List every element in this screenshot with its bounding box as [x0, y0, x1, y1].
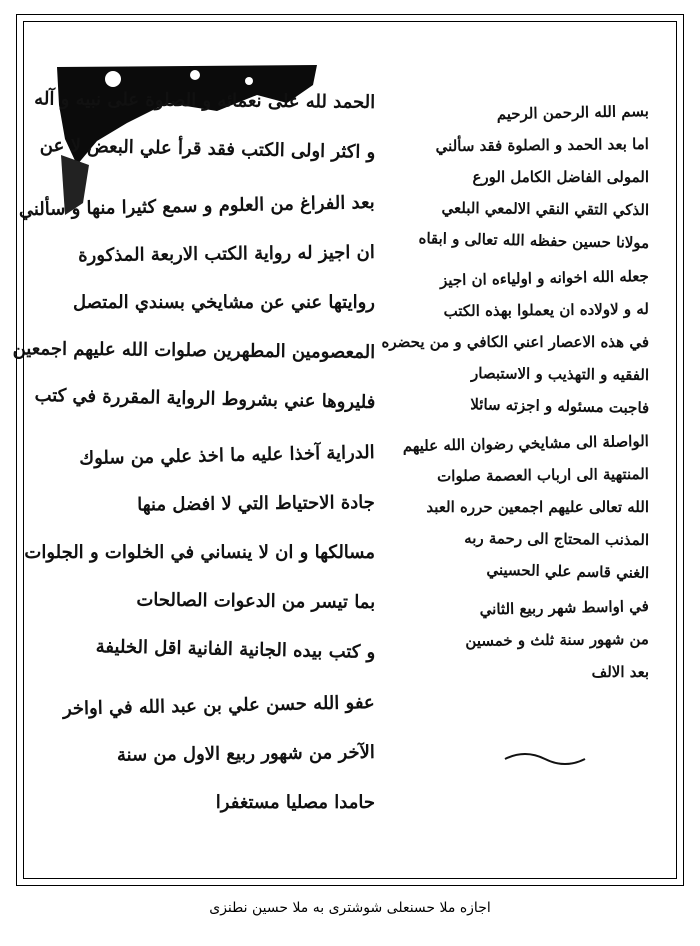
manuscript-line: اما بعد الحمد و الصلوة فقد سألني — [435, 135, 650, 156]
manuscript-line: في هذه الاعصار اعني الكافي و من يحضره — [381, 333, 649, 351]
manuscript-line: المذنب المحتاج الى رحمة ربه — [464, 529, 650, 549]
manuscript-line: مولانا حسين حفظه الله تعالى و ابقاه — [418, 229, 650, 252]
manuscript-line: الفقيه و التهذيب و الاستبصار — [471, 364, 650, 384]
manuscript-line: و كتب بيده الجانية الفانية اقل الخليفة — [95, 636, 376, 664]
manuscript-line: عفو الله حسن علي بن عبد الله في اواخر — [62, 692, 375, 720]
manuscript-line: مسالكها و ان لا ينساني في الخلوات و الجلوات — [24, 542, 375, 563]
figure-caption: اجازه ملا حسنعلی شوشتری به ملا حسین نطنزی — [209, 900, 491, 916]
manuscript-line: بسم الله الرحمن الرحيم — [496, 102, 650, 124]
manuscript-page — [12, 14, 684, 886]
manuscript-line: و اكثر اولى الكتب فقد قرأ علي البعض لا عن — [39, 134, 376, 164]
manuscript-line: بعد الفراغ من العلوم و سمع كثيرا منها و سألني — [18, 192, 375, 221]
manuscript-line: الحمد لله على نعمائه و الصلوة على نبيه و آله — [34, 88, 376, 114]
manuscript-line: من شهور سنة ثلث و خمسين — [465, 630, 650, 650]
manuscript-line: له و لاولاده ان يعملوا بهذه الكتب — [443, 300, 650, 321]
manuscript-line: جادة الاحتياط التي لا افضل منها — [137, 492, 375, 516]
manuscript-line: المولى الفاضل الكامل الورع — [472, 168, 649, 186]
manuscript-line: فليروها عني بشروط الرواية المقررة في كتب — [34, 384, 376, 414]
manuscript-line: في اواسط شهر ربيع الثاني — [479, 597, 650, 619]
manuscript-line: ان اجيز له رواية الكتب الاربعة المذكورة — [78, 242, 375, 267]
manuscript-line: الغني قاسم علي الحسيني — [486, 560, 650, 582]
manuscript-line: الله تعالى عليهم اجمعين حرره العبد — [426, 498, 649, 516]
manuscript-right-column — [381, 102, 650, 697]
manuscript-line: بعد الالف — [591, 663, 649, 681]
manuscript-line: حامدا مصليا مستغفرا — [215, 792, 375, 813]
manuscript-line: روايتها عني عن مشايخي بسندي المتصل — [73, 292, 375, 313]
manuscript-line: الواصلة الى مشايخي رضوان الله عليهم — [402, 432, 650, 456]
manuscript-line: جعله الله اخوانه و اولياءه ان اجيز — [439, 267, 650, 290]
manuscript-line: المعصومين المطهرين صلوات الله عليهم اجمعين — [12, 338, 376, 364]
manuscript-line: الذكي التقي النقي الالمعي البلعي — [441, 198, 650, 219]
manuscript-left-column — [12, 88, 376, 843]
manuscript-line: فاجبت مسئوله و اجزته سائلا — [470, 395, 650, 417]
manuscript-line: الدراية آخذا عليه ما اخذ علي من سلوك — [79, 442, 375, 470]
manuscript-line: بما تيسر من الدعوات الصالحات — [136, 589, 376, 614]
manuscript-line: الآخر من شهور ربيع الاول من سنة — [116, 742, 375, 766]
manuscript-line: المنتهية الى ارباب العصمة صلوات — [437, 465, 650, 486]
